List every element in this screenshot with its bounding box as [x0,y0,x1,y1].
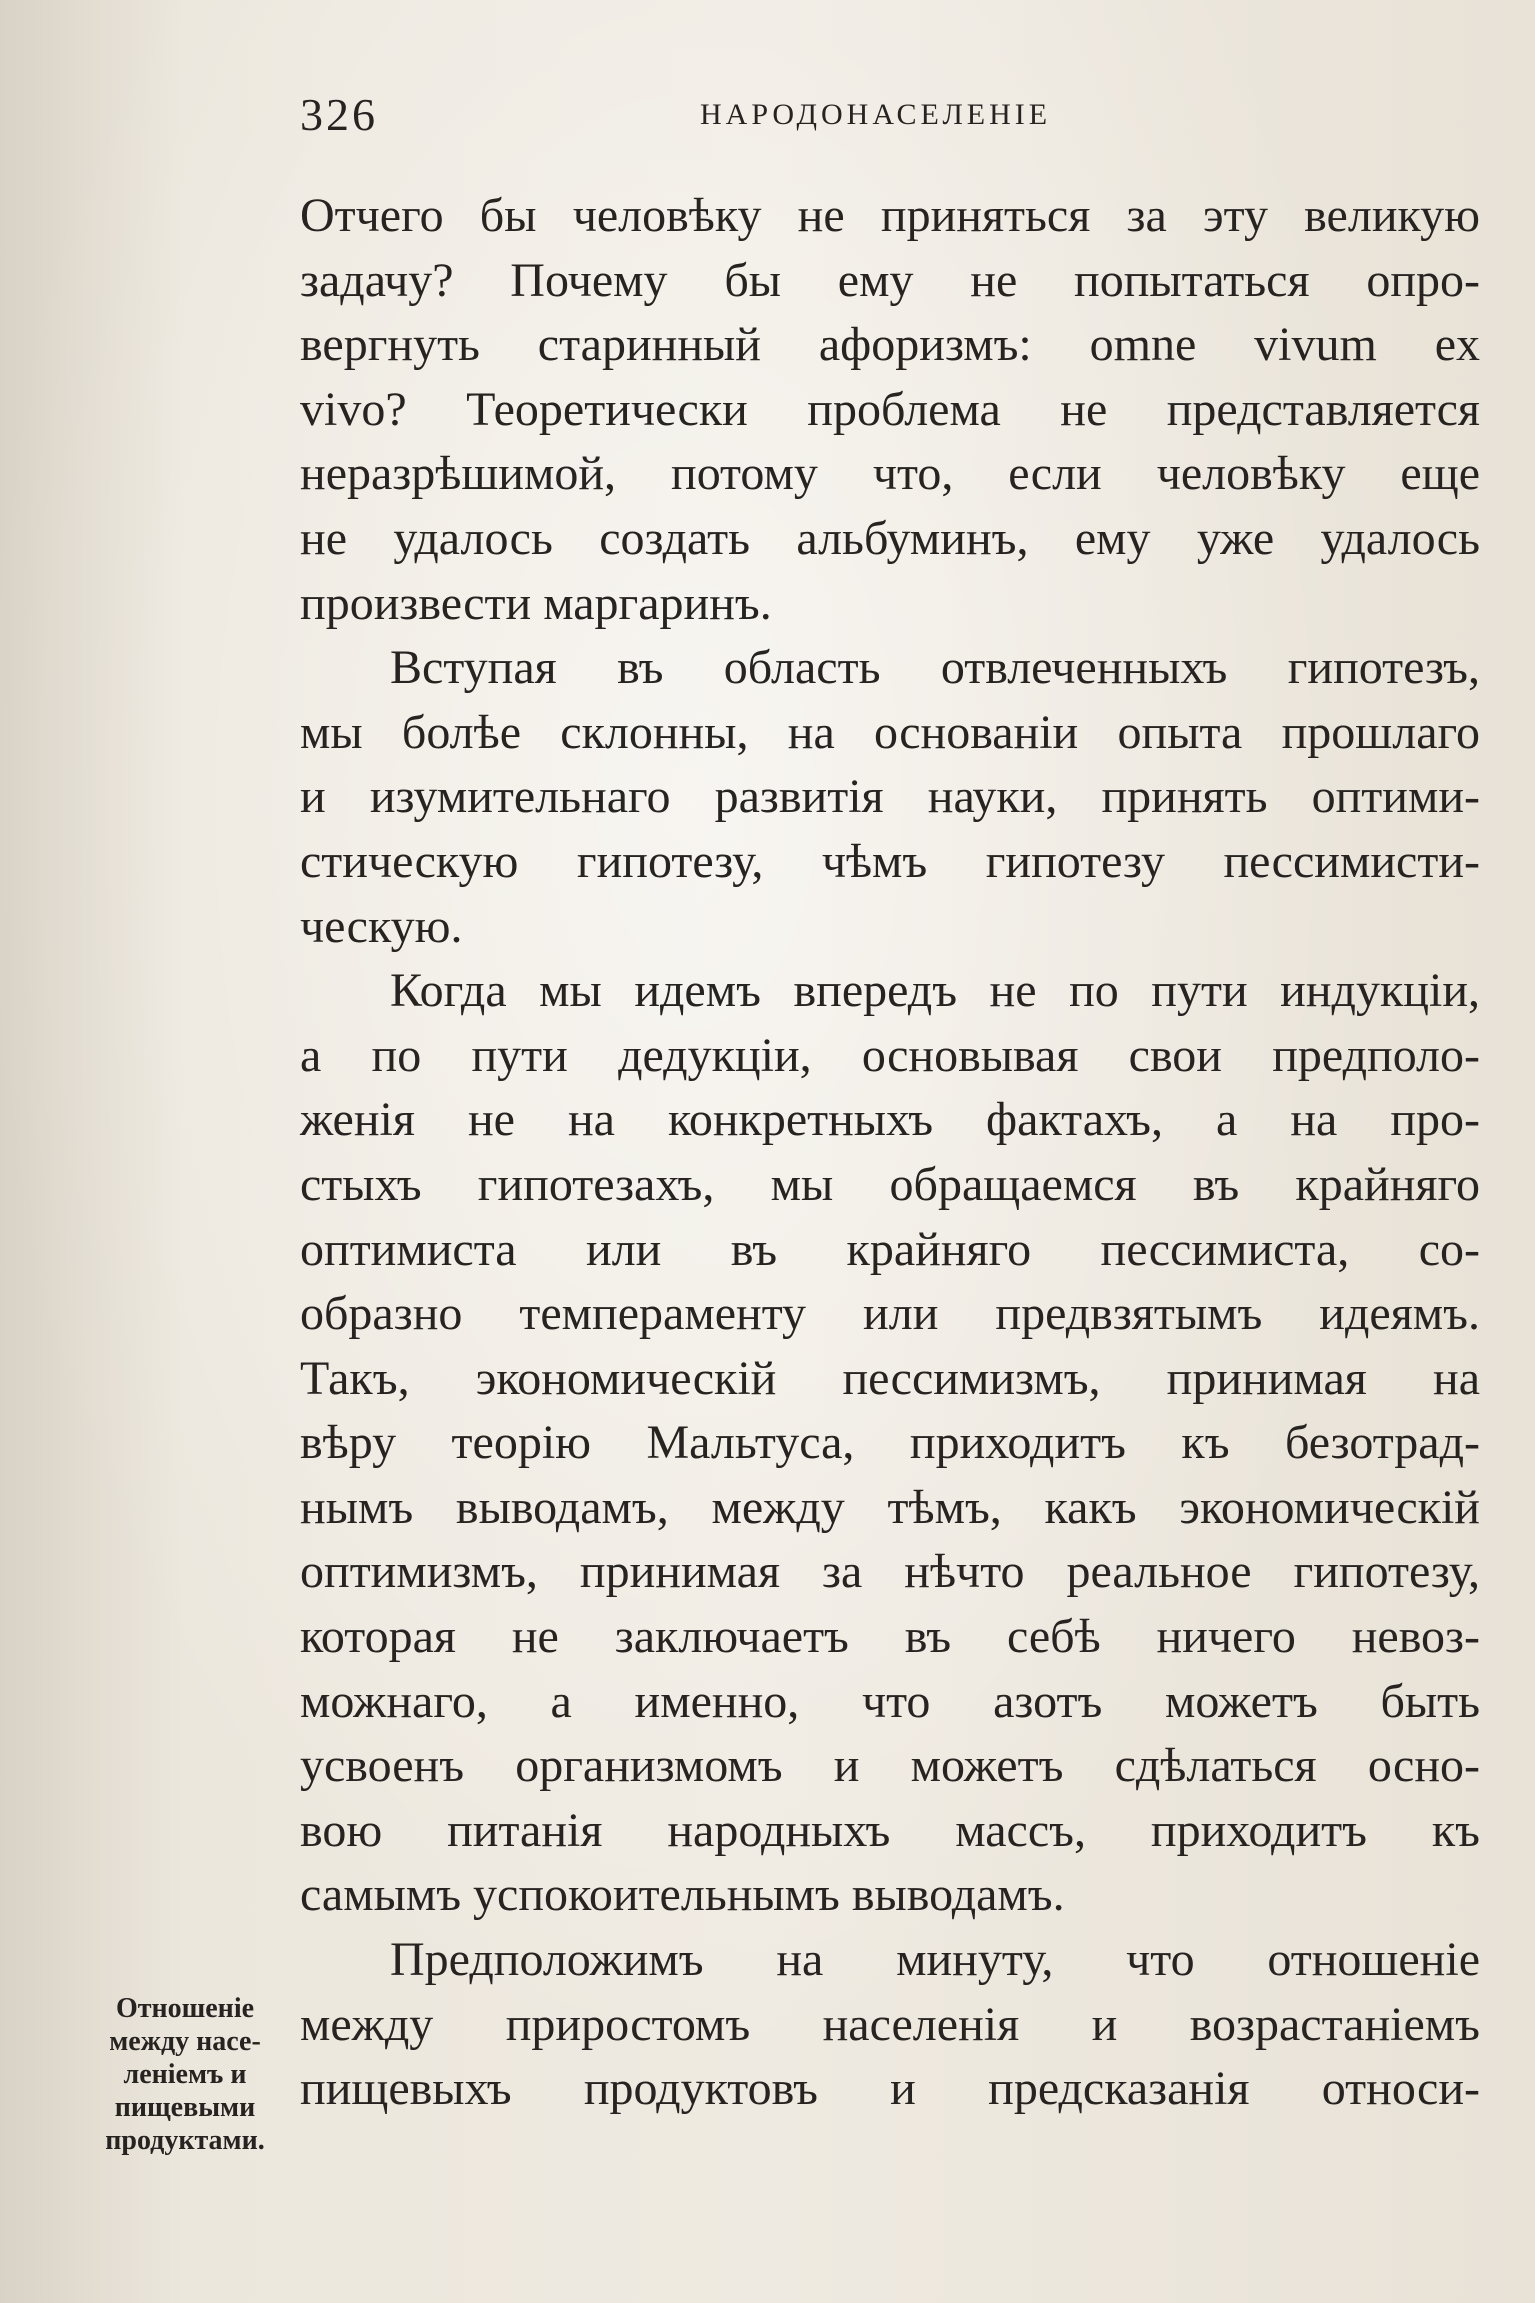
text-line: vivo? Теоретически проблема не представляется [300,382,1480,436]
text-line: усвоенъ организмомъ и можетъ сдѣлаться осно- [300,1739,1480,1793]
text-line: вѣру теорію Мальтуса, приходитъ къ безотрад- [300,1416,1480,1470]
text-line: а по пути дедукціи, основывая свои предполо- [300,1028,1480,1082]
marginal-note-line: Отношеніе [115,1993,255,2024]
text-line: можнаго, а именно, что азотъ можетъ быть [300,1674,1480,1728]
text-line: не удалось создать альбуминъ, ему уже удалось [300,511,1480,565]
text-line: неразрѣшимой, потому что, если человѣку еще [300,447,1480,501]
marginal-note-line: пищевыми [114,2092,256,2123]
paragraph [300,184,1480,636]
marginal-note-line: между насе- [109,2026,261,2057]
text-line: Такъ, экономическій пессимизмъ, принимая на [300,1351,1480,1405]
page-number: 326 [300,89,378,140]
text-line: задачу? Почему бы ему не попытаться опро- [300,253,1480,307]
paragraph [300,959,1480,1928]
paragraph [300,1928,1480,2122]
text-line: которая не заключаетъ въ себѣ ничего невоз- [300,1610,1480,1664]
running-title: НАРОДОНАСЕЛЕНІЕ [700,98,1052,131]
text-line: вергнуть старинный афоризмъ: omne vivum ex [300,318,1480,372]
text-line: между приростомъ населенія и возрастаніемъ [300,1997,1480,2051]
text-line: оптимиста или въ крайняго пессимиста, со- [300,1222,1480,1276]
text-line: мы болѣе склонны, на основаніи опыта прошлаго [300,705,1480,759]
text-line: женія не на конкретныхъ фактахъ, а на про- [300,1093,1480,1147]
text-line: произвести маргаринъ. [300,576,772,630]
text-line: нымъ выводамъ, между тѣмъ, какъ экономическій [300,1480,1480,1534]
text-line: ческую. [300,899,463,953]
text-line: пищевыхъ продуктовъ и предсказанія относи- [300,2062,1480,2116]
text-line: Вступая въ область отвлеченныхъ гипотезъ, [390,641,1480,695]
text-line: оптимизмъ, принимая за нѣчто реальное гипотезу, [300,1545,1480,1599]
text-line: образно темпераменту или предвзятымъ идеямъ. [300,1287,1480,1341]
paragraph [300,636,1480,959]
running-head [300,88,1485,138]
body-text [300,184,1480,2122]
text-line: и изумительнаго развитія науки, принять оптими- [300,770,1480,824]
text-line: Предположимъ на минуту, что отношеніе [390,1933,1480,1987]
marginal-note-line: леніемъ и [123,2059,247,2090]
text-line: стическую гипотезу, чѣмъ гипотезу пессимисти- [300,834,1480,888]
marginal-note-line: продуктами. [105,2125,265,2156]
text-line: самымъ успокоительнымъ выводамъ. [300,1868,1065,1922]
text-line: Отчего бы человѣку не приняться за эту великую [300,189,1480,242]
text-line: стыхъ гипотезахъ, мы обращаемся въ крайняго [300,1157,1480,1211]
marginal-note [74,1992,296,2157]
text-line: вою питанія народныхъ массъ, приходитъ къ [300,1803,1480,1857]
text-line: Когда мы идемъ впередъ не по пути индукціи, [390,964,1480,1018]
